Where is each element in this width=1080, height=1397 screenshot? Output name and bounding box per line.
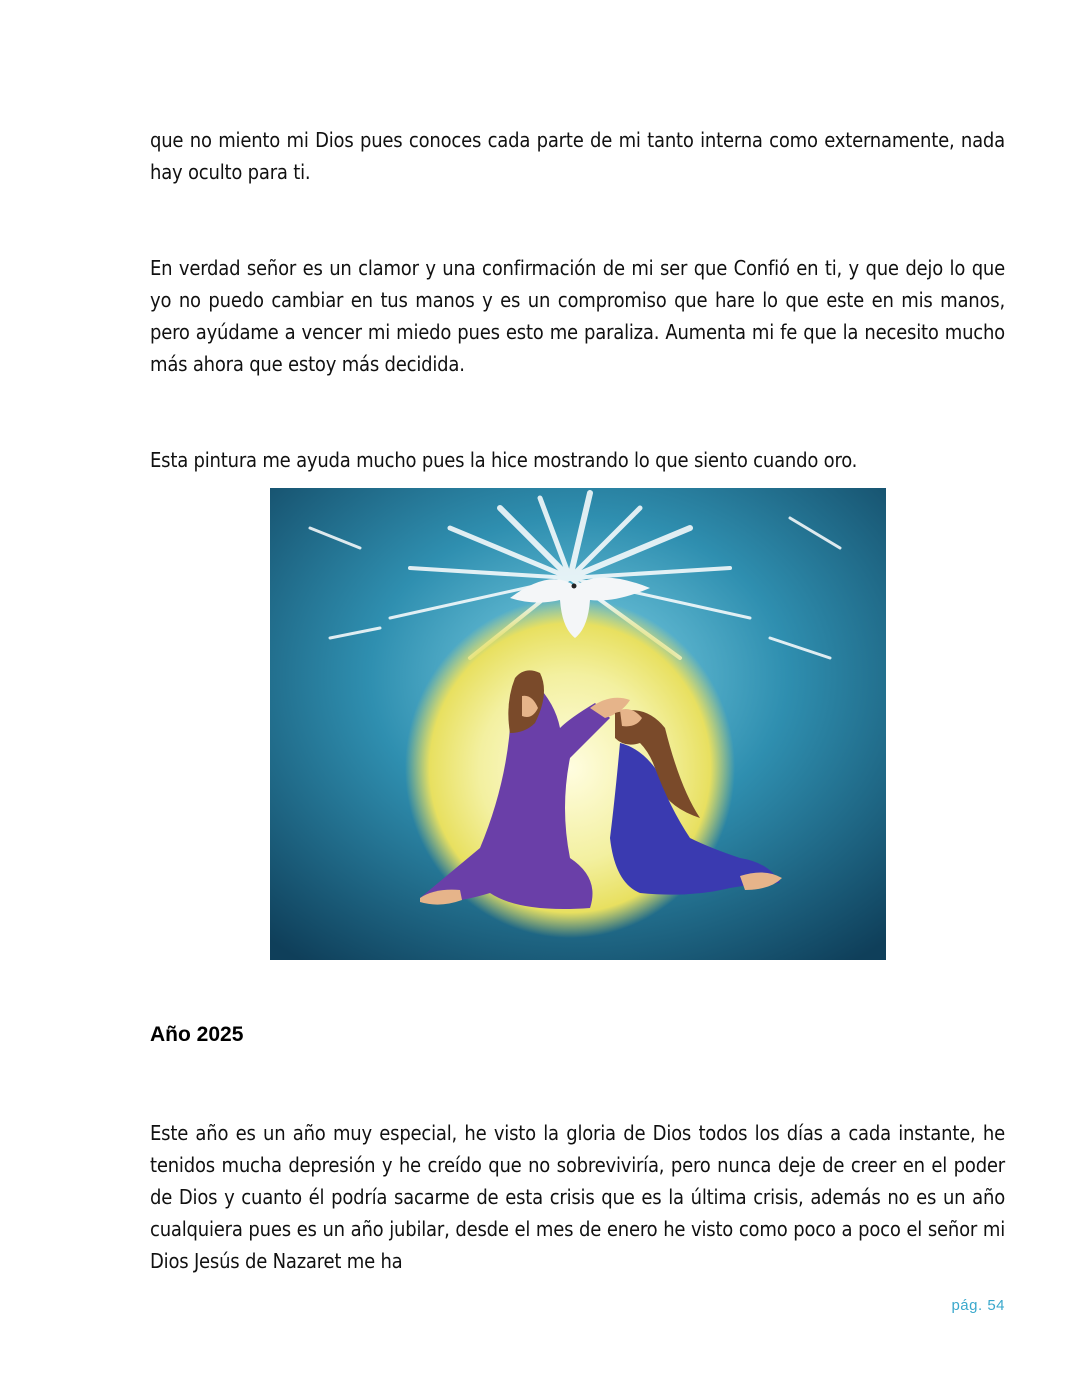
paragraph-2: En verdad señor es un clamor y una confirmación de mi ser que Confió en ti, y que dejo lo que yo no puedo cambiar en tus manos y es un compromiso que hare lo que este en mis manos, pero ayúdame a vencer mi miedo pues esto me paraliza. Aumenta mi fe que la necesito mucho más ahora que estoy más decidida. <box>150 256 1005 376</box>
section-heading: Año 2025 <box>150 1023 244 1046</box>
painting-image <box>270 488 886 960</box>
page-number: pág. 54 <box>951 1297 1005 1314</box>
paragraph-4: Este año es un año muy especial, he visto la gloria de Dios todos los días a cada instante, he tenidos mucha depresión y he creído que no sobreviviría, pero nunca deje de creer en el poder de Dios y cuanto él podría sacarme de esta crisis que es la última crisis, además no es un año cualquiera pues es un año jubilar, desde el mes de enero he visto como poco a poco el señor mi Dios Jesús de Nazaret me ha <box>150 1121 1005 1273</box>
paragraph-1: que no miento mi Dios pues conoces cada parte de mi tanto interna como externamente, nada hay oculto para ti. <box>150 128 1005 184</box>
paragraph-3: Esta pintura me ayuda mucho pues la hice mostrando lo que siento cuando oro. <box>150 448 858 472</box>
painting-illustration <box>270 488 886 960</box>
